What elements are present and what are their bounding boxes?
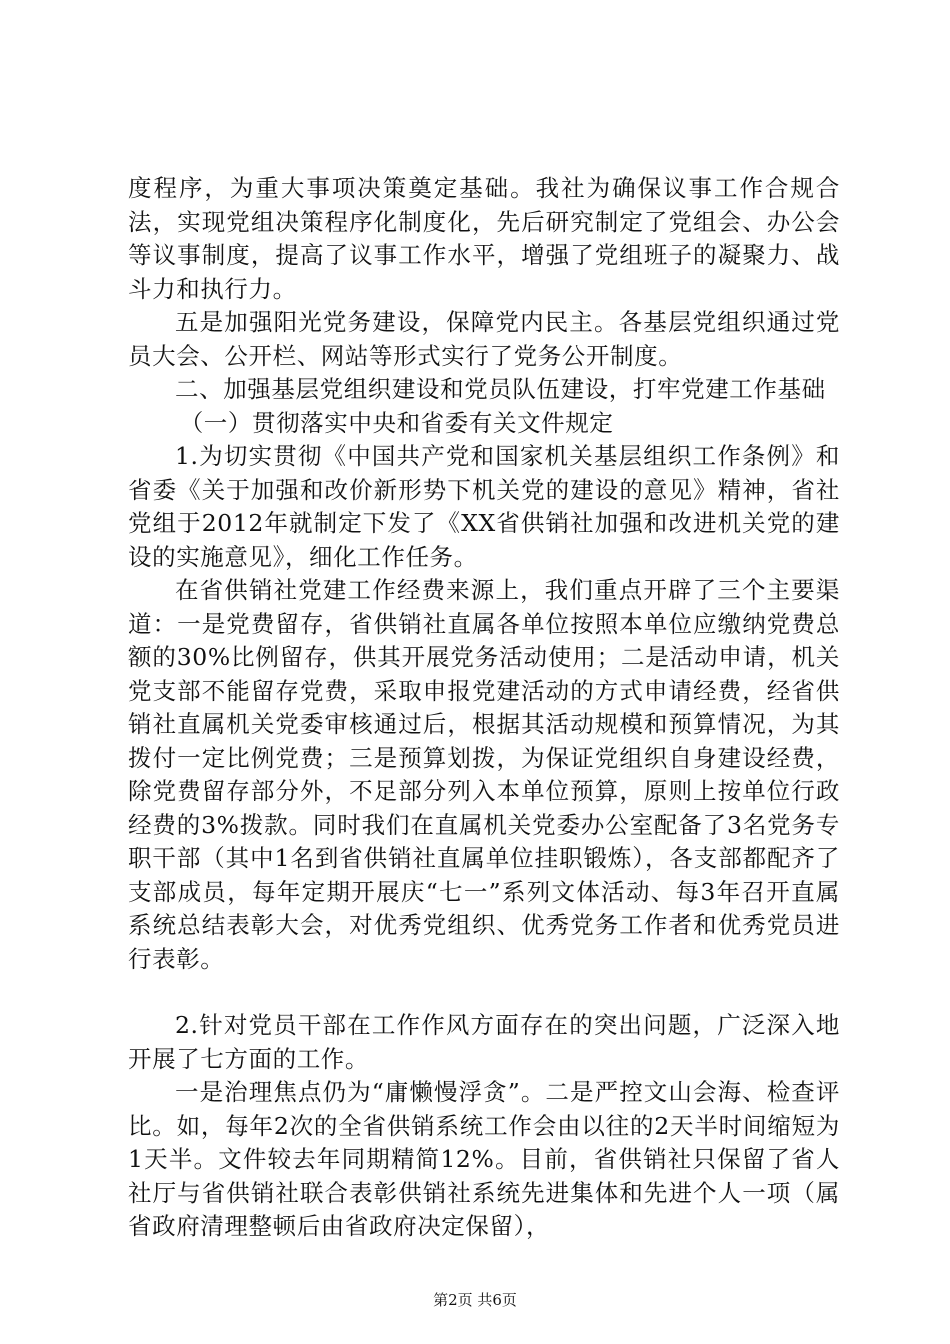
paragraph-measures: 一是治理焦点仍为“庸懒慢浮贪”。二是严控文山会海、检查评比。如，每年2次的全省供销系统工作会由以往的2天半时间缩短为1天半。文件较去年同期精简12%。目前，省供销社只保留了省人社厅与省供销社联合表彰供销社系统先进集体和先进个人一项（属省政府清理整顿后由省政府决定保留）， xyxy=(128,1078,840,1240)
paragraph-continuation: 度程序，为重大事项决策奠定基础。我社为确保议事工作合规合法，实现党组决策程序化制度化，先后研究制定了党组会、办公会等议事制度，提高了议事工作水平，增强了党组班子的凝聚力、战斗力和执行力。 xyxy=(128,174,840,303)
paragraph-item-two: 2.针对党员干部在工作作风方面存在的突出问题，广泛深入地开展了七方面的工作。 xyxy=(128,1011,840,1073)
paragraph-funding: 在省供销社党建工作经费来源上，我们重点开辟了三个主要渠道：一是党费留存，省供销社直属各单位按照本单位应缴纳党费总额的30%比例留存，供其开展党务活动使用；二是活动申请，机关党支部不能留存党费，采取申报党建活动的方式申请经费，经省供销社直属机关党委审核通过后，根据其活动规模和预算情况，为其拨付一定比例党费；三是预算划拨，为保证党组织自身建设经费，除党费留存部分外，不足部分列入本单位预算，原则上按单位行政经费的3%拨款。同时我们在直属机关党委办公室配备了3名党务专职干部（其中1名到省供销社直属单位挂职锻炼），各支部都配齐了支部成员，每年定期开展庆“七一”系列文体活动、每3年召开直属系统总结表彰大会，对优秀党组织、优秀党务工作者和优秀党员进行表彰。 xyxy=(128,576,840,973)
subsection-heading-one: （一）贯彻落实中央和省委有关文件规定 xyxy=(179,408,614,437)
section-heading-two: 二、加强基层党组织建设和党员队伍建设，打牢党建工作基础 xyxy=(175,375,826,403)
page-number-footer: 第2页 共6页 xyxy=(433,1291,517,1309)
paragraph-item-one: 1.为切实贯彻《中国共产党和国家机关基层组织工作条例》和省委《关于加强和改价新形势下机关党的建设的意见》精神，省社党组于2012年就制定下发了《XX省供销社加强和改进机关党的建设的实施意见》，细化工作任务。 xyxy=(128,442,840,571)
document-body xyxy=(128,172,840,1244)
paragraph-point-five: 五是加强阳光党务建设，保障党内民主。各基层党组织通过党员大会、公开栏、网站等形式实行了党务公开制度。 xyxy=(128,308,840,370)
paragraph-spacer xyxy=(128,976,840,1009)
